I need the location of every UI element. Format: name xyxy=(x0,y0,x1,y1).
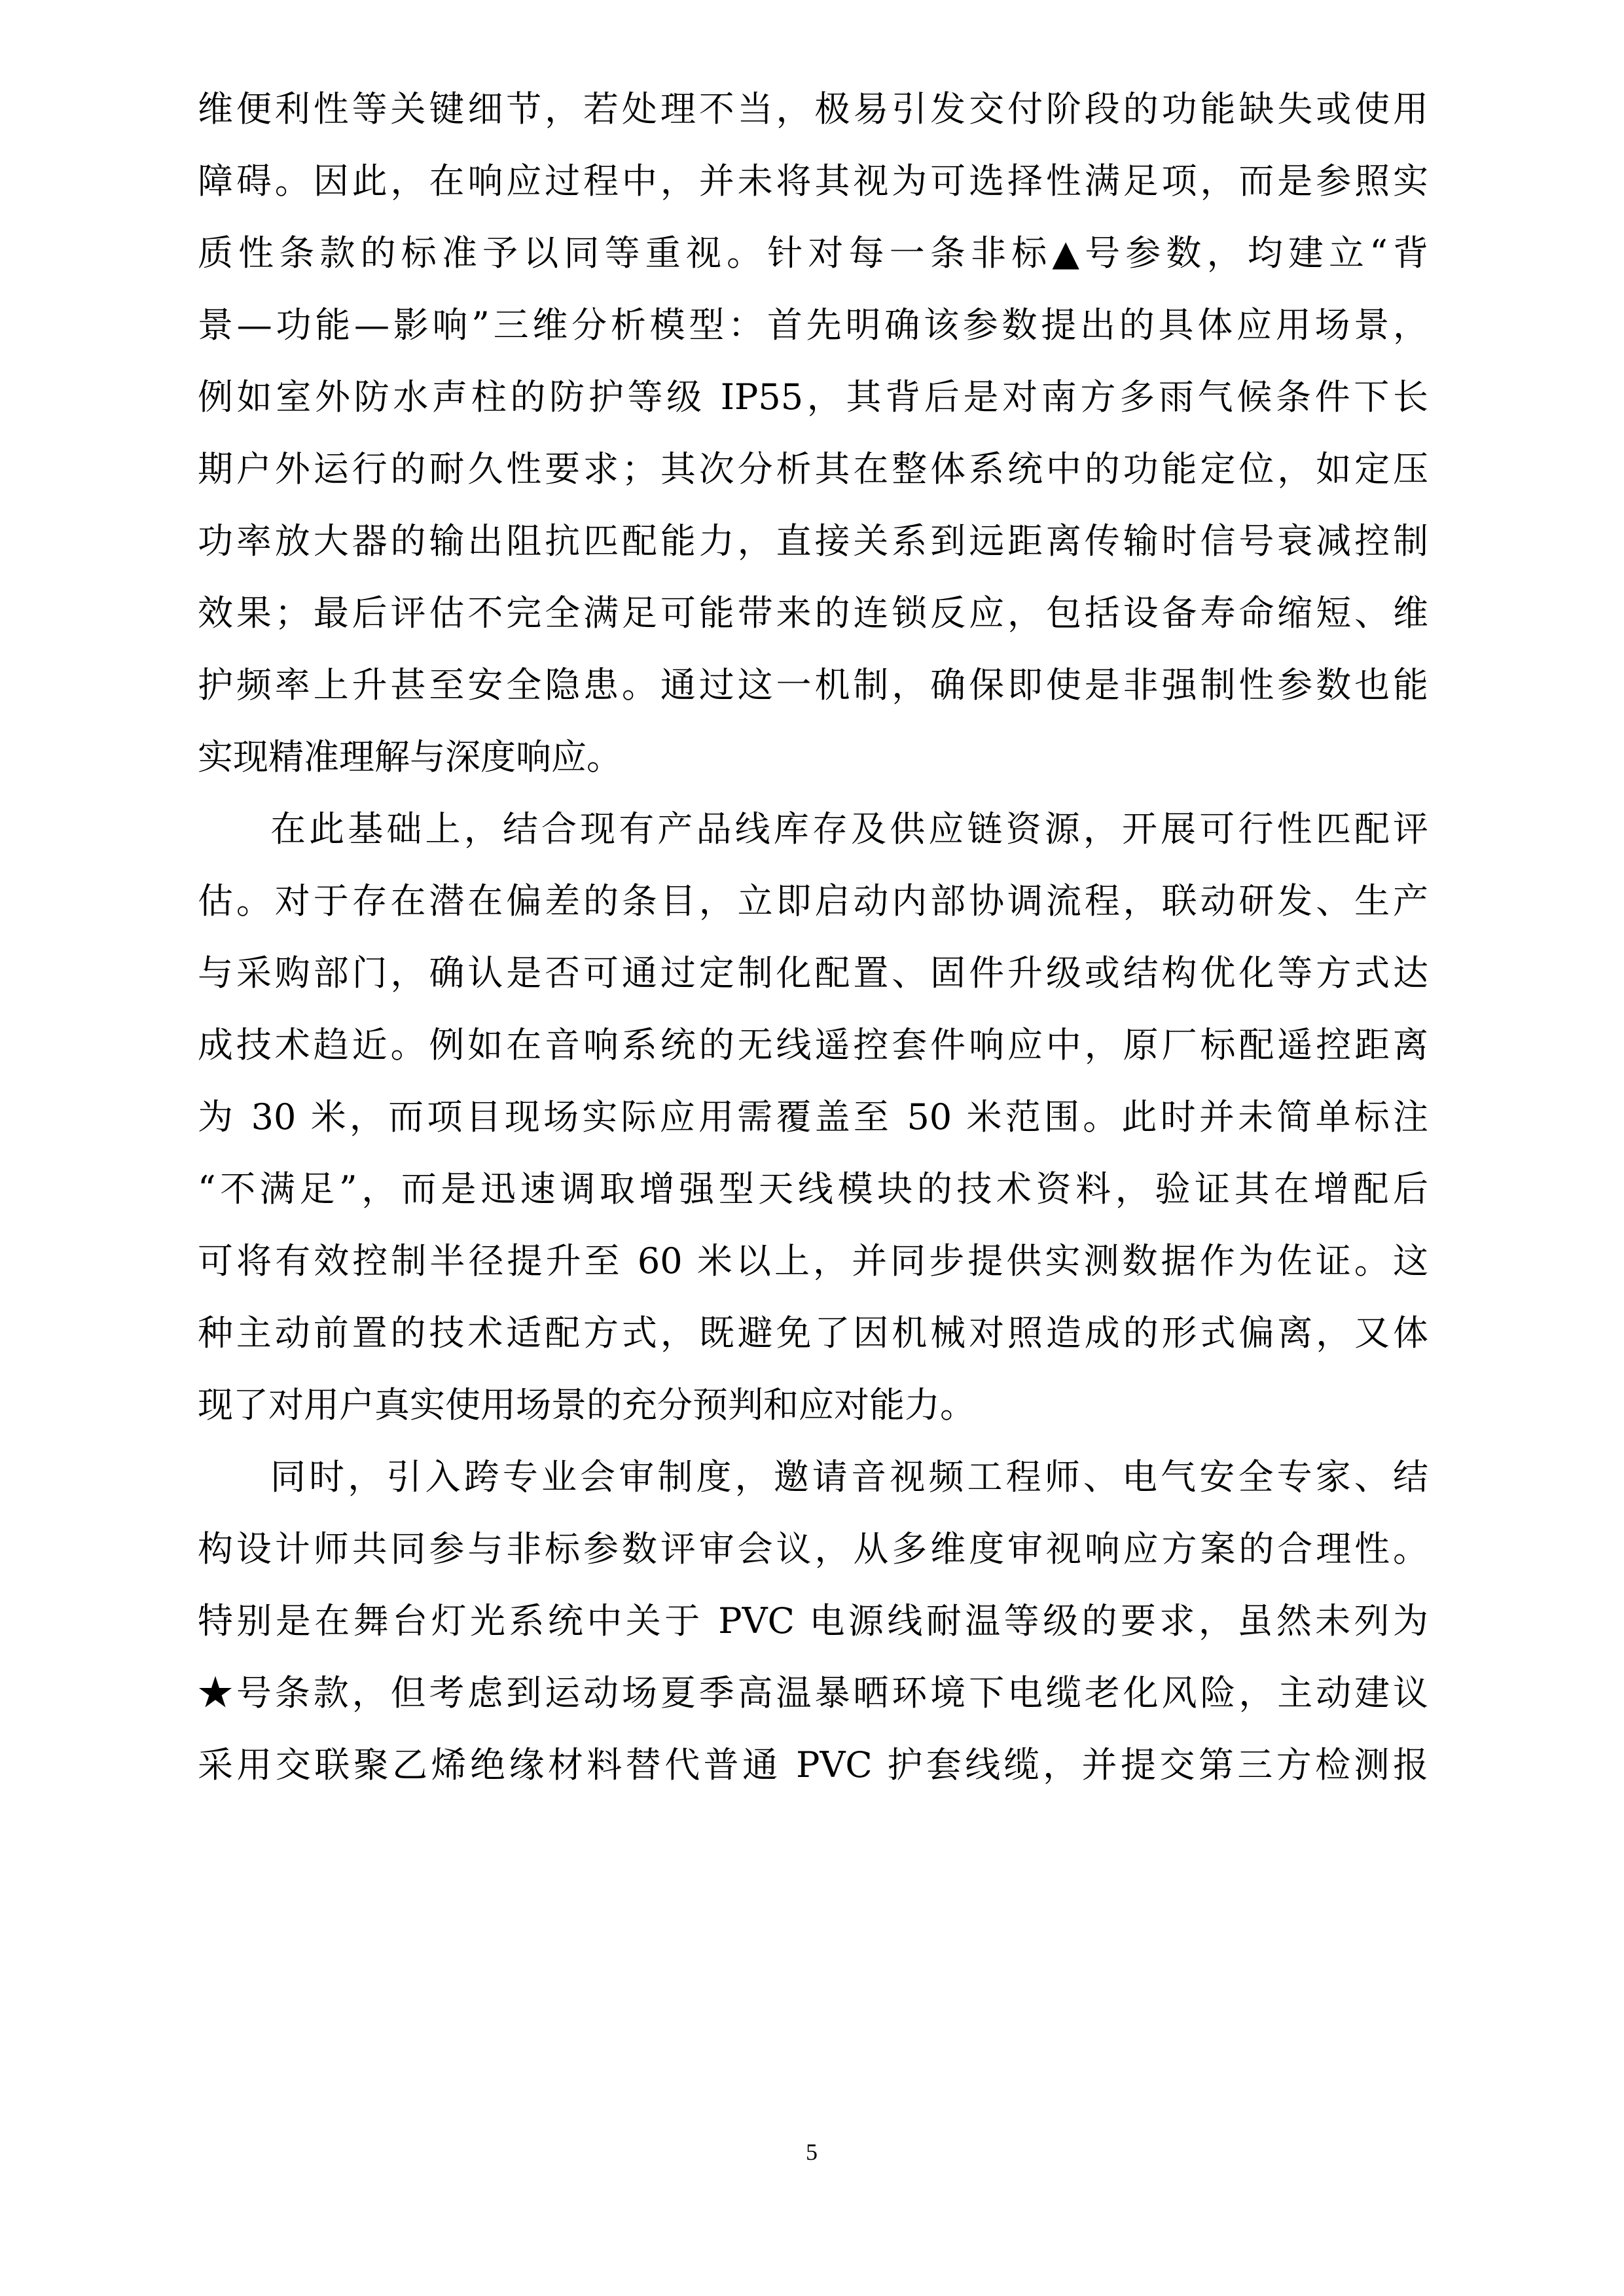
paragraph-1-line-4: 景—功能—影响”三维分析模型：首先明确该参数提出的具体应用场景， xyxy=(198,304,1428,346)
paragraph-3-line-4: ★号条款，但考虑到运动场夏季高温暴晒环境下电缆老化风险，主动建议 xyxy=(198,1672,1428,1713)
paragraph-2-line-2: 估。对于存在潜在偏差的条目，立即启动内部协调流程，联动研发、生产 xyxy=(198,880,1428,922)
paragraph-3-line-1: 同时，引入跨专业会审制度，邀请音视频工程师、电气安全专家、结 xyxy=(270,1456,1428,1498)
paragraph-1-line-2: 障碍。因此，在响应过程中，并未将其视为可选择性满足项，而是参照实 xyxy=(198,160,1428,202)
paragraph-1-line-10: 实现精准理解与深度响应。 xyxy=(198,736,622,778)
paragraph-1-line-7: 功率放大器的输出阻抗匹配能力，直接关系到远距离传输时信号衰减控制 xyxy=(198,520,1428,562)
paragraph-2-line-9: 现了对用户真实使用场景的充分预判和应对能力。 xyxy=(198,1384,975,1426)
paragraph-2-line-8: 种主动前置的技术适配方式，既避免了因机械对照造成的形式偏离，又体 xyxy=(198,1312,1428,1354)
paragraph-2-line-5: 为 30 米，而项目现场实际应用需覆盖至 50 米范围。此时并未简单标注 xyxy=(198,1096,1428,1138)
page-number: 5 xyxy=(806,2139,818,2165)
paragraph-1-line-5: 例如室外防水声柱的防护等级 IP55，其背后是对南方多雨气候条件下长 xyxy=(198,376,1428,418)
paragraph-2-line-4: 成技术趋近。例如在音响系统的无线遥控套件响应中，原厂标配遥控距离 xyxy=(198,1024,1428,1066)
paragraph-1-line-3: 质性条款的标准予以同等重视。针对每一条非标▲号参数，均建立“背 xyxy=(198,232,1428,274)
paragraph-3-line-3: 特别是在舞台灯光系统中关于 PVC 电源线耐温等级的要求，虽然未列为 xyxy=(198,1600,1428,1641)
paragraph-1-line-1: 维便利性等关键细节，若处理不当，极易引发交付阶段的功能缺失或使用 xyxy=(198,88,1428,130)
paragraph-1-line-8: 效果；最后评估不完全满足可能带来的连锁反应，包括设备寿命缩短、维 xyxy=(198,592,1428,634)
paragraph-1-line-6: 期户外运行的耐久性要求；其次分析其在整体系统中的功能定位，如定压 xyxy=(198,448,1428,490)
paragraph-3-line-5: 采用交联聚乙烯绝缘材料替代普通 PVC 护套线缆，并提交第三方检测报 xyxy=(198,1744,1428,1785)
paragraph-3-line-2: 构设计师共同参与非标参数评审会议，从多维度审视响应方案的合理性。 xyxy=(198,1528,1428,1570)
paragraph-1-line-9: 护频率上升甚至安全隐患。通过这一机制，确保即使是非强制性参数也能 xyxy=(198,664,1428,706)
paragraph-2-line-6: “不满足”，而是迅速调取增强型天线模块的技术资料，验证其在增配后 xyxy=(198,1168,1428,1210)
paragraph-2-line-3: 与采购部门，确认是否可通过定制化配置、固件升级或结构优化等方式达 xyxy=(198,952,1428,994)
paragraph-2-line-1: 在此基础上，结合现有产品线库存及供应链资源，开展可行性匹配评 xyxy=(270,808,1428,850)
paragraph-2-line-7: 可将有效控制半径提升至 60 米以上，并同步提供实测数据作为佐证。这 xyxy=(198,1240,1428,1282)
